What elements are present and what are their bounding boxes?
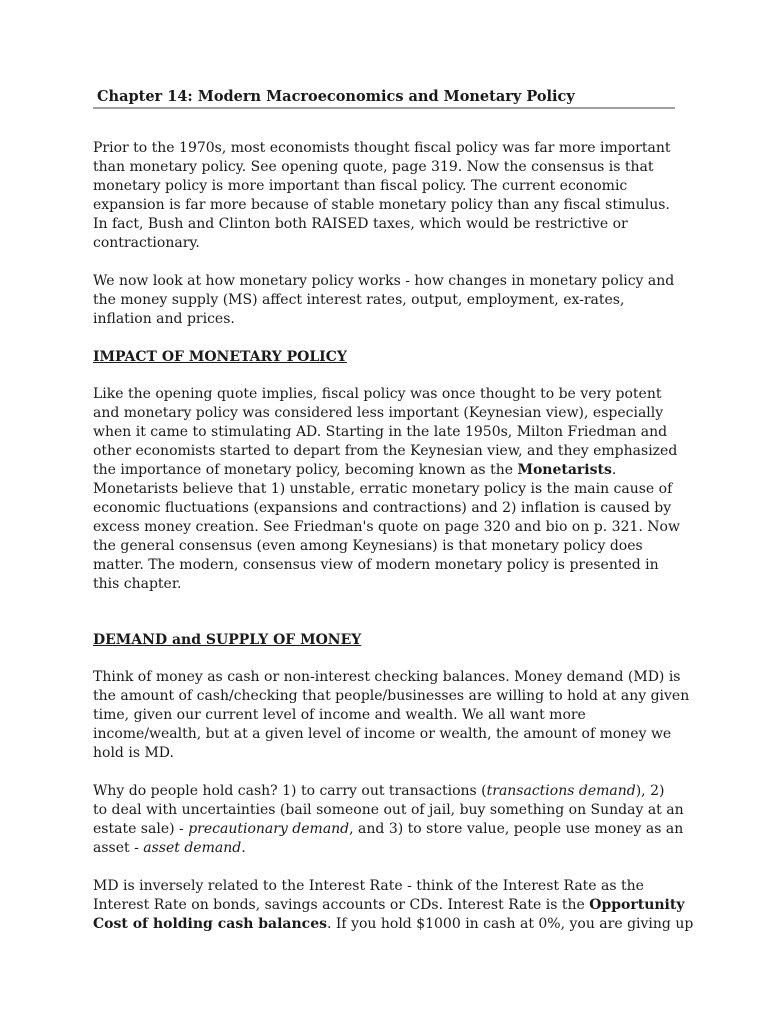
text-line: time, given our current level of income and wealth. We all want more <box>93 707 586 723</box>
italic-term-precautionary-demand: precautionary demand <box>188 821 350 837</box>
text-line: Like the opening quote implies, fiscal policy was once thought to be very potent <box>93 386 662 402</box>
text-line <box>93 896 683 915</box>
bold-term-monetarists: Monetarists <box>517 462 612 478</box>
text-line: economic fluctuations (expansions and contractions) and 2) inflation is caused by <box>93 500 672 516</box>
italic-term-transactions-demand: transactions demand <box>486 783 636 799</box>
text-line: and monetary policy was considered less important (Keynesian view), especially <box>93 405 664 421</box>
text-line <box>93 461 683 480</box>
text-run: . <box>241 840 246 856</box>
text-line: the amount of cash/checking that people/businesses are willing to hold at any given <box>93 688 690 704</box>
text-line: matter. The modern, consensus view of modern monetary policy is presented in <box>93 557 659 573</box>
heading-demand-and-supply-of-money: DEMAND and SUPPLY OF MONEY <box>93 632 362 648</box>
text-run: Why do people hold cash? 1) to carry out transactions ( <box>93 783 487 799</box>
text-run: . <box>611 462 617 478</box>
text-run: the importance of monetary policy, becoming known as the <box>93 462 518 478</box>
text-line: the general consensus (even among Keynesians) is that monetary policy does <box>93 538 643 554</box>
text-run: Interest Rate on bonds, savings accounts or CDs. Interest Rate is the <box>93 897 590 913</box>
text-line: Prior to the 1970s, most economists thought fiscal policy was far more important <box>93 140 671 156</box>
bold-term-opportunity: Opportunity <box>589 897 685 913</box>
text-line: We now look at how monetary policy works - how changes in monetary policy and <box>93 273 675 289</box>
text-run: ), 2) <box>635 783 665 799</box>
text-line <box>93 782 683 801</box>
paragraph-opportunity-cost <box>93 877 694 934</box>
paragraph-monetarists <box>93 385 683 594</box>
page-title: Chapter 14: Modern Macroeconomics and Monetary Policy <box>97 88 575 105</box>
title-underline-rule <box>93 107 675 109</box>
text-run: estate sale) - <box>93 821 189 837</box>
italic-term-asset-demand: asset demand <box>143 840 242 856</box>
text-run: asset - <box>93 840 144 856</box>
text-line: than monetary policy. See opening quote, page 319. Now the consensus is that <box>93 159 654 175</box>
text-line: In fact, Bush and Clinton both RAISED taxes, which would be restrictive or <box>93 216 628 232</box>
spacer <box>93 613 683 631</box>
text-line: inflation and prices. <box>93 311 235 327</box>
text-line: monetary policy is more important than fiscal policy. The current economic <box>93 178 628 194</box>
text-line: contractionary. <box>93 235 200 251</box>
text-line: the money supply (MS) affect interest rates, output, employment, ex-rates, <box>93 292 625 308</box>
text-line: expansion is far more because of stable monetary policy than any fiscal stimulus. <box>93 197 670 213</box>
heading-impact-of-monetary-policy: IMPACT OF MONETARY POLICY <box>93 349 347 365</box>
text-line: to deal with uncertainties (bail someone out of jail, buy something on Sunday at an <box>93 802 684 818</box>
text-run: , and 3) to store value, people use money as an <box>349 821 684 837</box>
text-line: hold is MD. <box>93 745 174 761</box>
text-run: . If you hold $1000 in cash at 0%, you are giving up <box>327 916 694 932</box>
text-line: excess money creation. See Friedman's quote on page 320 and bio on p. 321. Now <box>93 519 680 535</box>
bold-term-cost-of-holding-cash: Cost of holding cash balances <box>93 916 327 932</box>
text-line <box>93 839 683 858</box>
text-line: other economists started to depart from the Keynesian view, and they emphasized <box>93 443 678 459</box>
paragraph-fiscal-vs-monetary <box>93 139 683 253</box>
text-line <box>93 915 694 934</box>
paragraph-why-hold-cash <box>93 782 683 858</box>
text-line <box>93 820 683 839</box>
text-line: Monetarists believe that 1) unstable, erratic monetary policy is the main cause of <box>93 481 673 497</box>
text-line: Think of money as cash or non-interest checking balances. Money demand (MD) is <box>93 669 681 685</box>
text-line: MD is inversely related to the Interest Rate - think of the Interest Rate as the <box>93 878 644 894</box>
text-line: this chapter. <box>93 576 182 592</box>
text-line: when it came to stimulating AD. Starting in the late 1950s, Milton Friedman and <box>93 424 668 440</box>
paragraph-how-monetary-policy-works <box>93 272 683 329</box>
document-body <box>93 139 694 953</box>
text-line: income/wealth, but at a given level of income or wealth, the amount of money we <box>93 726 672 742</box>
paragraph-money-demand <box>93 668 690 763</box>
